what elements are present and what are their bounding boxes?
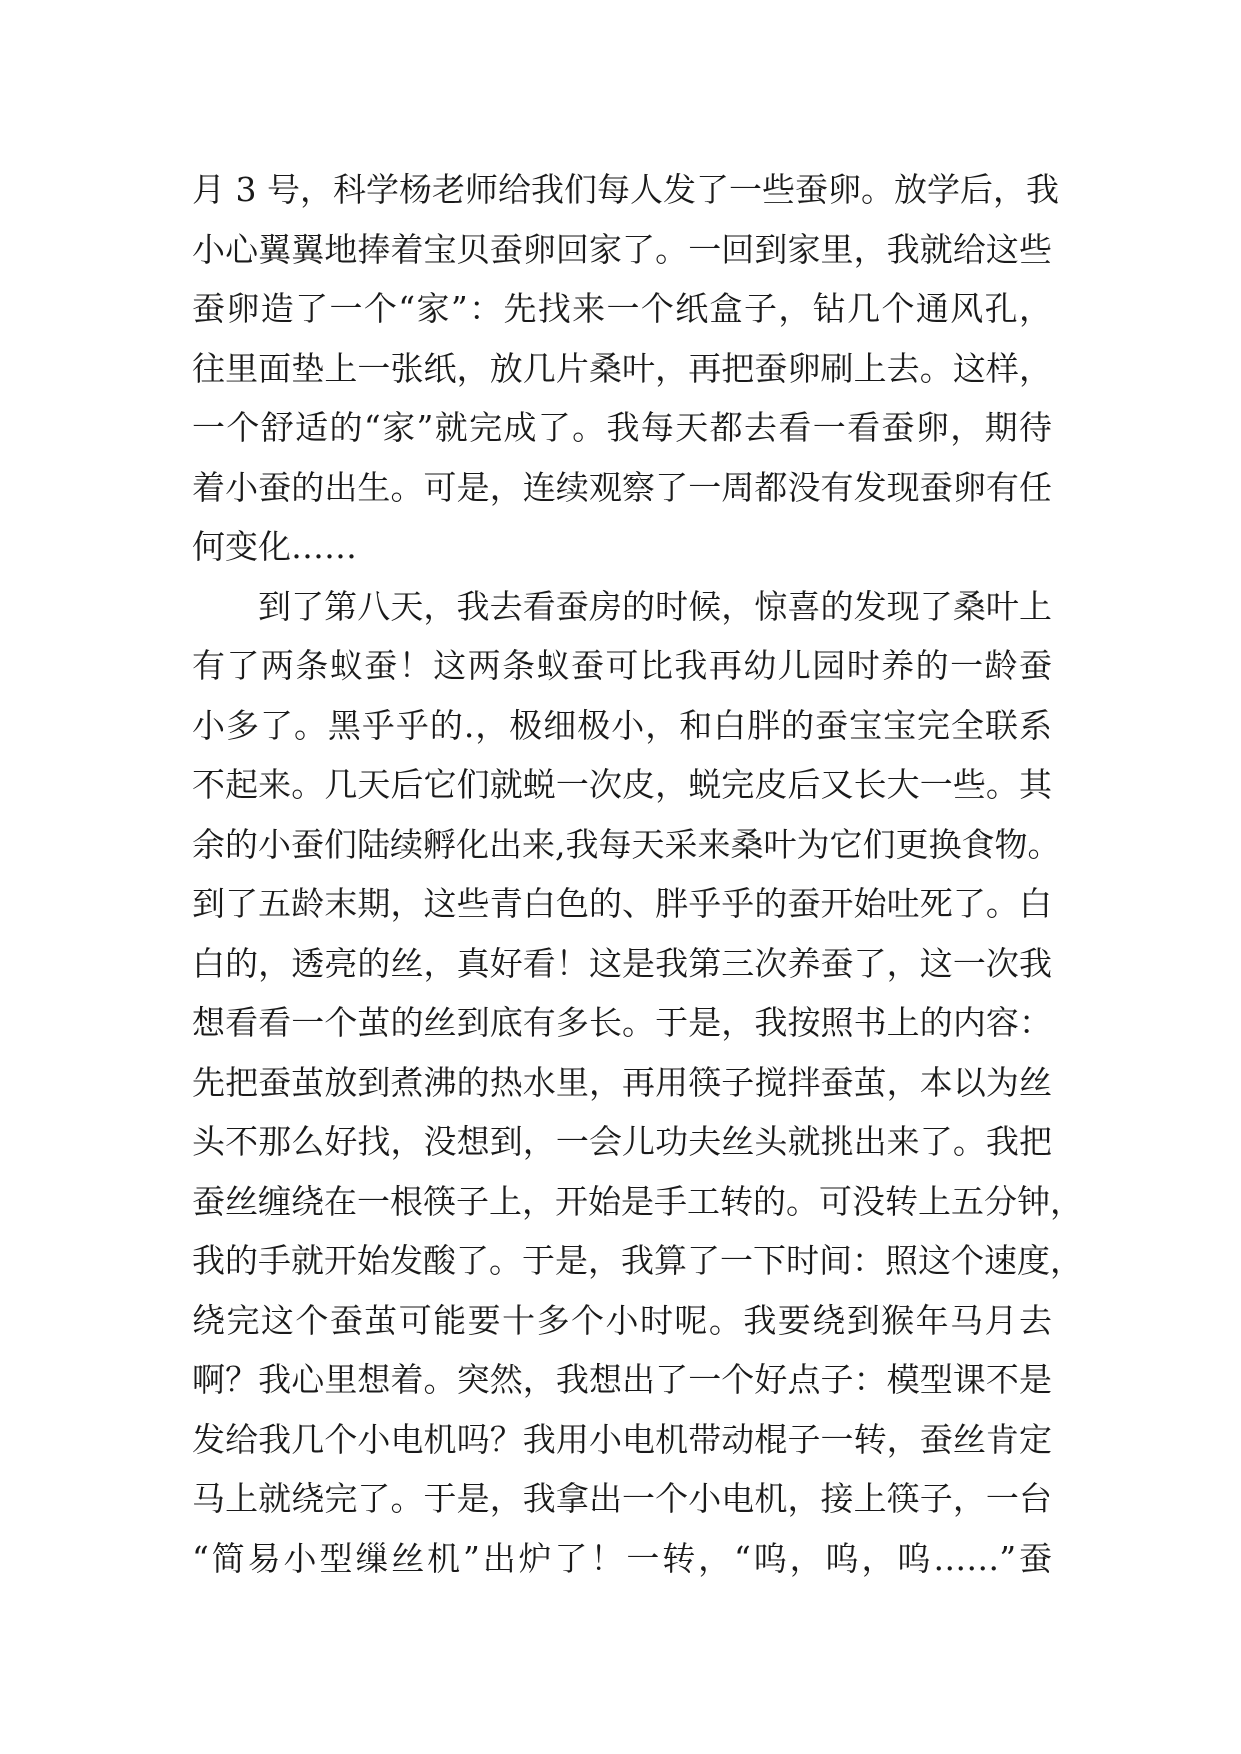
text-line: 往里面垫上一张纸，放几片桑叶，再把蚕卵刷上去。这样， [192,348,1052,388]
text-line-paragraph-start: 到了第八天，我去看蚕房的时候，惊喜的发现了桑叶上 [258,586,1052,626]
text-line: 小心翼翼地捧着宝贝蚕卵回家了。一回到家里，我就给这些 [192,229,1052,269]
text-line: 头不那么好找，没想到，一会儿功夫丝头就挑出来了。我把 [192,1122,1052,1161]
text-line: 着小蚕的出生。可是，连续观察了一周都没有发现蚕卵有任 [192,467,1052,507]
body-text [192,160,1083,1588]
text-line: 月 3 号，科学杨老师给我们每人发了一些蚕卵。放学后，我 [192,170,1059,209]
text-line: 白的，透亮的丝，真好看！这是我第三次养蚕了，这一次我 [192,943,1052,983]
text-line: 我的手就开始发酸了。于是，我算了一下时间：照这个速度， [192,1241,1083,1280]
text-line: “简易小型缫丝机”出炉了！一转，“呜，呜，呜……”蚕 [192,1538,1052,1578]
text-line: 余的小蚕们陆续孵化出来,我每天采来桑叶为它们更换食物。 [192,824,1061,864]
text-line-paragraph-end: 何变化…… [192,527,357,566]
text-line: 有了两条蚁蚕！这两条蚁蚕可比我再幼儿园时养的一龄蚕 [192,646,1052,685]
text-line: 马上就绕完了。于是，我拿出一个小电机，接上筷子，一台 [192,1479,1052,1518]
text-line: 不起来。几天后它们就蜕一次皮，蜕完皮后又长大一些。其 [192,765,1052,804]
text-line: 一个舒适的“家”就完成了。我每天都去看一看蚕卵，期待 [192,408,1052,447]
text-line: 到了五龄末期，这些青白色的、胖乎乎的蚕开始吐死了。白 [192,884,1052,923]
text-line: 小多了。黑乎乎的.，极细极小，和白胖的蚕宝宝完全联系 [192,705,1052,745]
text-line: 蚕卵造了一个“家”：先找来一个纸盒子，钻几个通风孔， [192,289,1052,328]
text-line: 啊？我心里想着。突然，我想出了一个好点子：模型课不是 [192,1360,1052,1399]
text-line: 发给我几个小电机吗？我用小电机带动棍子一转，蚕丝肯定 [192,1419,1052,1459]
text-line: 蚕丝缠绕在一根筷子上，开始是手工转的。可没转上五分钟， [192,1181,1083,1221]
text-line: 绕完这个蚕茧可能要十多个小时呢。我要绕到猴年马月去 [192,1300,1052,1340]
text-line: 先把蚕茧放到煮沸的热水里，再用筷子搅拌蚕茧，本以为丝 [192,1062,1052,1102]
text-line: 想看看一个茧的丝到底有多长。于是，我按照书上的内容： [192,1003,1052,1042]
